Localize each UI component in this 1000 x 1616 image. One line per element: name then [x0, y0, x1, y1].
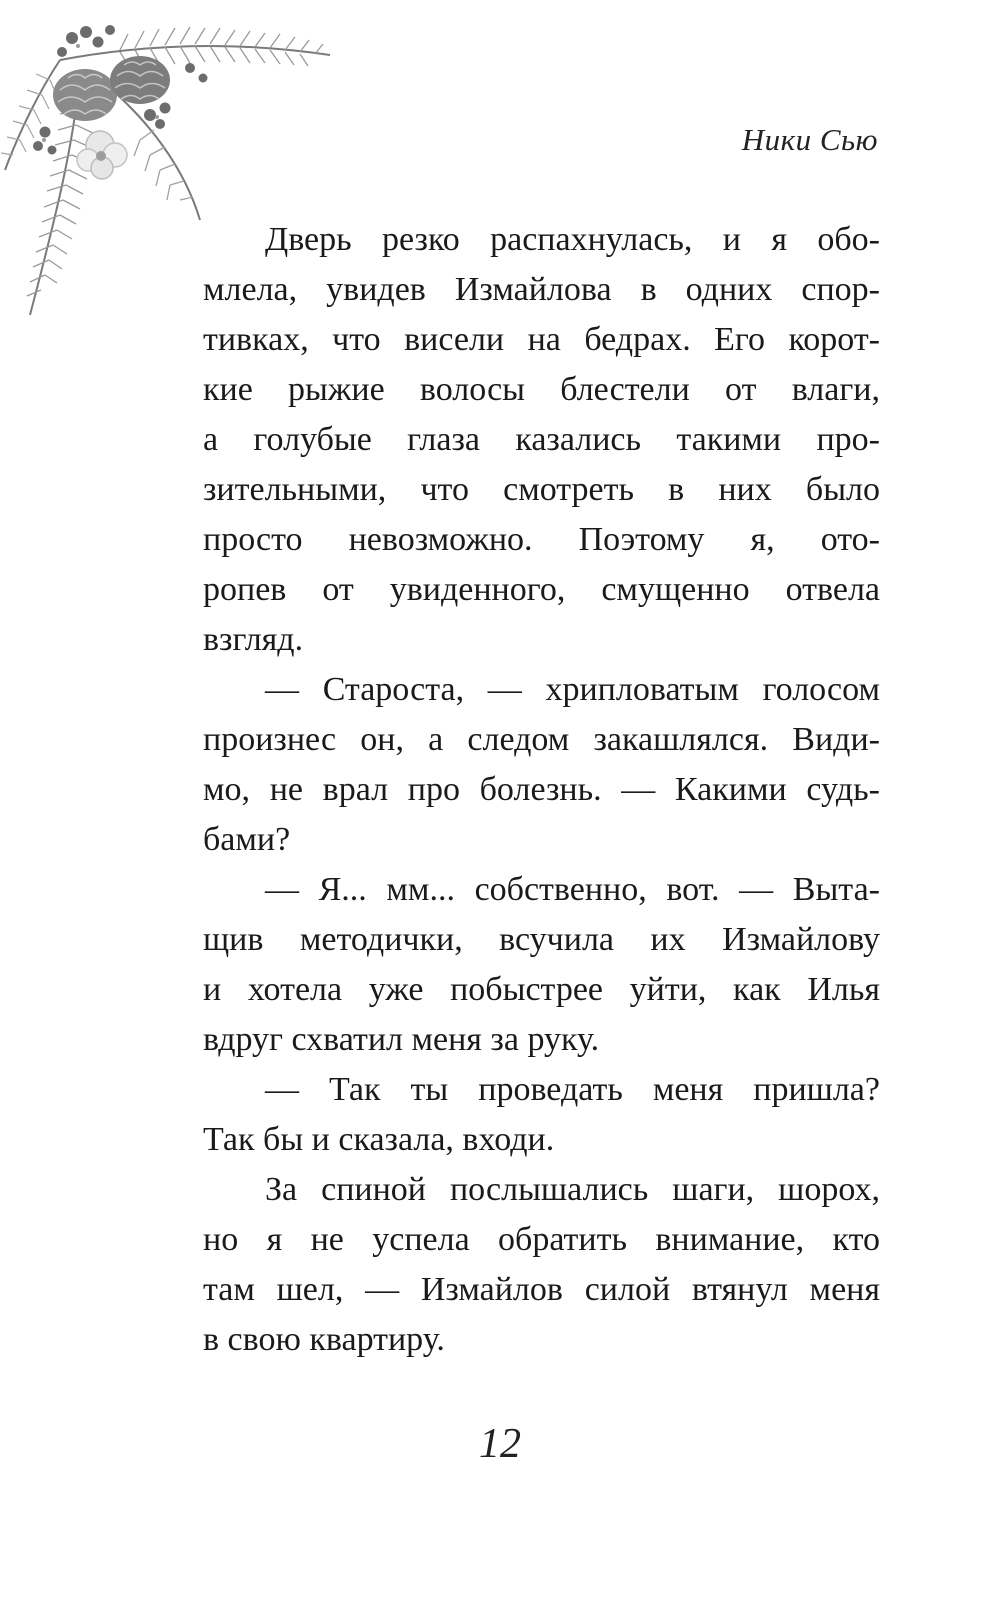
text-line: в свою квартиру.	[203, 1321, 445, 1358]
text-line: зительными, что смотреть в них было	[203, 471, 880, 508]
text-line: щив методички, всучила их Измайлову	[203, 921, 880, 958]
text-line: там шел, — Измайлов силой втянул меня	[203, 1271, 880, 1308]
text-line: произнес он, а следом закашлялся. Види-	[203, 721, 880, 758]
text-line: — Я... мм... собственно, вот. — Выта-	[265, 871, 880, 908]
text-line: Так бы и сказала, входи.	[203, 1121, 555, 1158]
text-line: но я не успела обратить внимание, кто	[203, 1221, 880, 1258]
text-line: млела, увидев Измайлова в одних спор-	[203, 271, 880, 308]
text-line: а голубые глаза казались такими про-	[203, 421, 880, 458]
text-line: Дверь резко распахнулась, и я обо-	[265, 221, 880, 258]
body-text	[203, 215, 880, 1365]
text-line: тивках, что висели на бедрах. Его корот-	[203, 321, 880, 358]
text-line: мо, не врал про болезнь. — Какими судь-	[203, 771, 880, 808]
text-line: взгляд.	[203, 621, 304, 658]
text-line: бами?	[203, 821, 291, 858]
page-number: 12	[479, 1421, 521, 1467]
running-head-author: Ники Сью	[741, 122, 878, 157]
text-line: ропев от увиденного, смущенно отвела	[203, 571, 880, 608]
text-line: — Староста, — хрипловатым голосом	[265, 671, 880, 708]
text-line: За спиной послышались шаги, шорох,	[265, 1171, 880, 1208]
text-line: кие рыжие волосы блестели от влаги,	[203, 371, 880, 408]
text-line: и хотела уже побыстрее уйти, как Илья	[203, 971, 880, 1008]
text-line: просто невозможно. Поэтому я, ото-	[203, 521, 880, 558]
text-line: — Так ты проведать меня пришла?	[265, 1071, 880, 1108]
text-line: вдруг схватил меня за руку.	[203, 1021, 600, 1058]
